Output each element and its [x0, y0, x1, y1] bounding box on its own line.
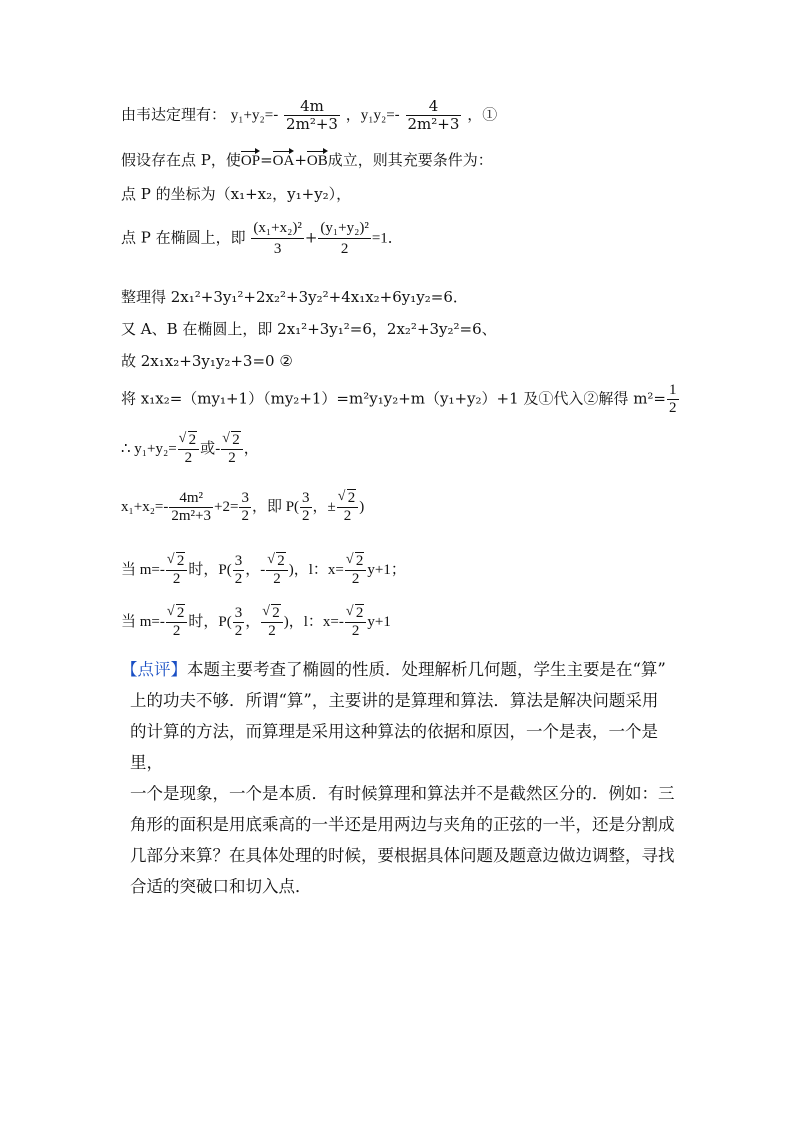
comment-line-4: 一个是现象，一个是本质．有时候算理和算法并不是截然区分的．例如：三 — [130, 784, 675, 803]
assume-post: 成立，则其充要条件为： — [327, 151, 493, 169]
m-squared-fraction: $\frac{1}{2}$ — [669, 382, 677, 416]
ellipse-pre: 点 P 在椭圆上，即 — [121, 228, 246, 247]
comment-line-7: 合适的突破口和切入点． — [130, 877, 312, 896]
eq-sign: = — [260, 151, 273, 169]
prod-fraction: $\frac{4}{\text{2m²+3}}$ — [407, 97, 460, 133]
comment-line-1: 【点评】本题主要考查了椭圆的性质．处理解析几何题，学生主要是在“算” — [121, 660, 666, 679]
assume-pre: 假设存在点 P，使 — [121, 151, 241, 169]
vieta-lead: 由韦达定理有： — [121, 105, 227, 124]
simplify-line: 整理得 2x₁²+3y₁²+2x₂²+3y₂²+4x₁x₂+6y₁y₂=6． — [121, 288, 468, 306]
substitute-pre: 将 x₁x₂=（my₁+1）（my₂+1）=m²y₁y₂+m（y₁+y₂）+1 及①代入②解得 m²= — [121, 389, 666, 408]
x-fraction: $\frac{\text{(x₁+x₂)²}}{3}$ — [253, 220, 302, 257]
vector-ob: OB — [307, 149, 328, 170]
comment-tag: 【点评】 — [121, 660, 187, 679]
plus-sign: + — [294, 151, 307, 169]
case-two-line: 当 m=- √ $\frac{2}{2}$ 时，P( $\frac{3}{2}$ ， √ $\frac{2}{2}$ )，l：x=- √ $\frac{2}{2}$ y+1 — [121, 605, 391, 640]
prod-lhs: ，y₁y₂= — [345, 107, 395, 124]
assume-line — [121, 149, 493, 170]
vector-op: OP — [241, 149, 260, 170]
comment-paragraph — [121, 654, 681, 902]
y-fraction: $\frac{\text{(y₁+y₂)²}}{2}$ — [320, 220, 369, 257]
ab-on-ellipse-line: 又 A、B 在椭圆上，即 2x₁²+3y₁²=6，2x₂²+3y₂²=6、 — [121, 320, 497, 338]
case-one-line: 当 m=- √ $\frac{2}{2}$ 时，P( $\frac{3}{2}$ ，- √ $\frac{2}{2}$ )，l：x= √ $\frac{2}{2}$ y+1； — [121, 553, 406, 588]
label-one: ，① — [467, 105, 498, 124]
comment-line-6: 几部分来算？在具体处理的时候，要根据具体问题及题意边做边调整，寻找 — [130, 846, 675, 865]
substitute-line — [121, 382, 680, 417]
coord-line: 点 P 的坐标为（x₁+x₂，y₁+y₂）， — [121, 185, 352, 203]
ellipse-post: =1． — [371, 230, 403, 247]
vector-oa: OA — [273, 149, 295, 170]
comment-line-5: 角形的面积是用底乘高的一半还是用两边与夹角的正弦的一半，还是分割成 — [130, 815, 675, 834]
sum-lhs: y₁+y₂= — [230, 107, 274, 124]
equation-two-line: 故 2x₁x₂+3y₁y₂+3=0 ② — [121, 352, 293, 370]
sum-fraction: $\frac{4m}{\text{2m²+3}}$ — [286, 97, 338, 133]
x-sum-line: x₁+x₂=- $\frac{\text{4m²}}{\text{2m²+3}}$ +2= $\frac{3}{2}$ ，即 P( $\frac{3}{2}$ ，± √ $\frac{2}{2}$ ) — [121, 490, 364, 525]
ellipse-condition-line: 点 P 在椭圆上，即 $\frac{\text{(x₁+x₂)²}}{3}$ + $\frac{\text{(y₁+y₂)²}}{2}$ =1． — [121, 220, 403, 257]
vieta-line: 由韦达定理有： y₁+y₂=- $\frac{4m}{\text{2m²+3}}$ ，y₁y₂=- $\frac{4}{\text{2m²+3}}$ ，① — [121, 97, 498, 133]
y-sum-line: ∴ y₁+y₂= √ $\frac{2}{2}$ 或- √ $\frac{2}{2}$ ， — [121, 432, 259, 467]
comment-line-3: 的计算的方法，而算理是采用这种算法的依据和原因，一个是表，一个是里， — [130, 722, 658, 772]
comment-line-2: 上的功夫不够．所谓“算”，主要讲的是算理和算法．算法是解决问题采用 — [130, 691, 659, 710]
